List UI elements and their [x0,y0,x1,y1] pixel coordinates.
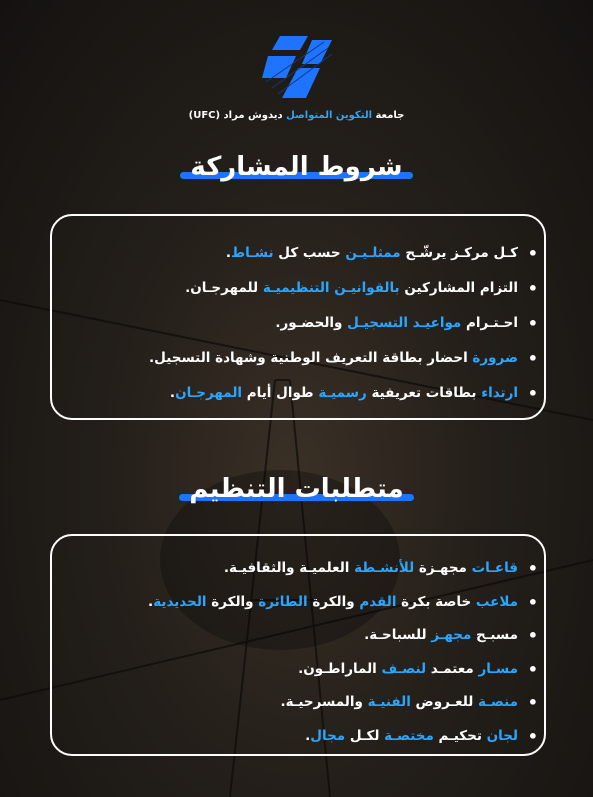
item-text: . [305,727,311,744]
item-text: التزام المشاركين [399,280,518,296]
list-item [52,552,544,586]
item-text: حسب كل [273,245,346,261]
highlighted-text: بالقوانيـن التنظيميـة [262,280,400,296]
item-text: بطاقات تعريفية [366,385,482,401]
highlighted-text: ارتداء [481,385,518,401]
highlighted-text: مختصـة [384,727,434,744]
organization-name: جامعة التكوين المتواصل ديدوش مراد (UFC) [188,110,405,121]
item-text: كـل مركـز يرشّـح [400,245,518,261]
highlighted-text: منصـة [478,694,518,710]
item-text: . [148,593,154,610]
highlighted-text: رسميـة [318,385,367,401]
highlighted-text: المهرجـان [175,385,243,401]
section-title-organization: متطلبات التنظيم [0,474,593,504]
item-text: للسباحـة. [364,627,432,643]
item-text: تحكيـم [433,727,487,744]
item-text: مسبـح [471,627,518,643]
list-item [52,653,544,687]
highlighted-text: قاعـات [471,560,518,576]
list-item [52,236,544,271]
item-text: خاصة بكرة [396,593,476,610]
highlighted-text: مواعيـد التسجيـل [347,315,462,331]
highlighted-text: لنصـف [381,660,427,677]
organization-requirements-box [50,534,546,756]
item-text: . [169,385,176,401]
section-title-participation: شروط المشاركة [0,152,593,182]
item-text: طوال أيام [242,385,319,401]
list-item [52,686,544,720]
list-item [52,376,544,411]
highlighted-text: الحديدية [153,593,207,610]
highlighted-text: مجال [310,727,346,744]
item-text: مجهـزة [414,560,472,576]
highlighted-text: الفنيـة [367,694,411,710]
participation-conditions-box [50,214,546,420]
list-item [52,306,544,341]
highlighted-text: لجان [486,727,518,744]
item-text: احـتـرام [461,315,518,331]
highlighted-text: مسـار [478,660,518,677]
item-text: والكرة [206,593,259,610]
list-item [52,619,544,653]
highlighted-text: ممثلـيـن [345,245,401,261]
list-item [52,720,544,754]
highlighted-text: ملاعب [475,593,518,610]
item-text: العلميـة والثقافيـة. [223,560,355,576]
participation-conditions-list [52,236,544,411]
highlighted-text: ضرورة [472,350,518,366]
item-text: احضار بطاقة التعريف الوطنية وشهادة التسجيل. [149,350,473,366]
highlighted-text: نشـاط [231,245,274,261]
item-text: لكـل [345,727,385,744]
highlighted-text: مجهـز [431,627,472,643]
highlighted-text: للأنشـطة [354,560,415,576]
highlighted-text: القدم [359,593,397,610]
item-text: الماراطـون. [298,660,382,677]
item-text: . [225,245,232,261]
organization-requirements-list [52,552,544,753]
item-text: والكرة [307,593,360,610]
item-text: والمسرحيـة. [280,694,368,710]
list-item [52,586,544,620]
list-item [52,271,544,306]
ufc-logo-icon [262,36,334,102]
item-text: والحضـور. [275,315,348,331]
list-item [52,341,544,376]
item-text: معتمـد [426,660,479,677]
item-text: للمهرجـان. [185,280,263,296]
item-text: للعـروض [410,694,479,710]
highlighted-text: الطائرة [258,593,308,610]
